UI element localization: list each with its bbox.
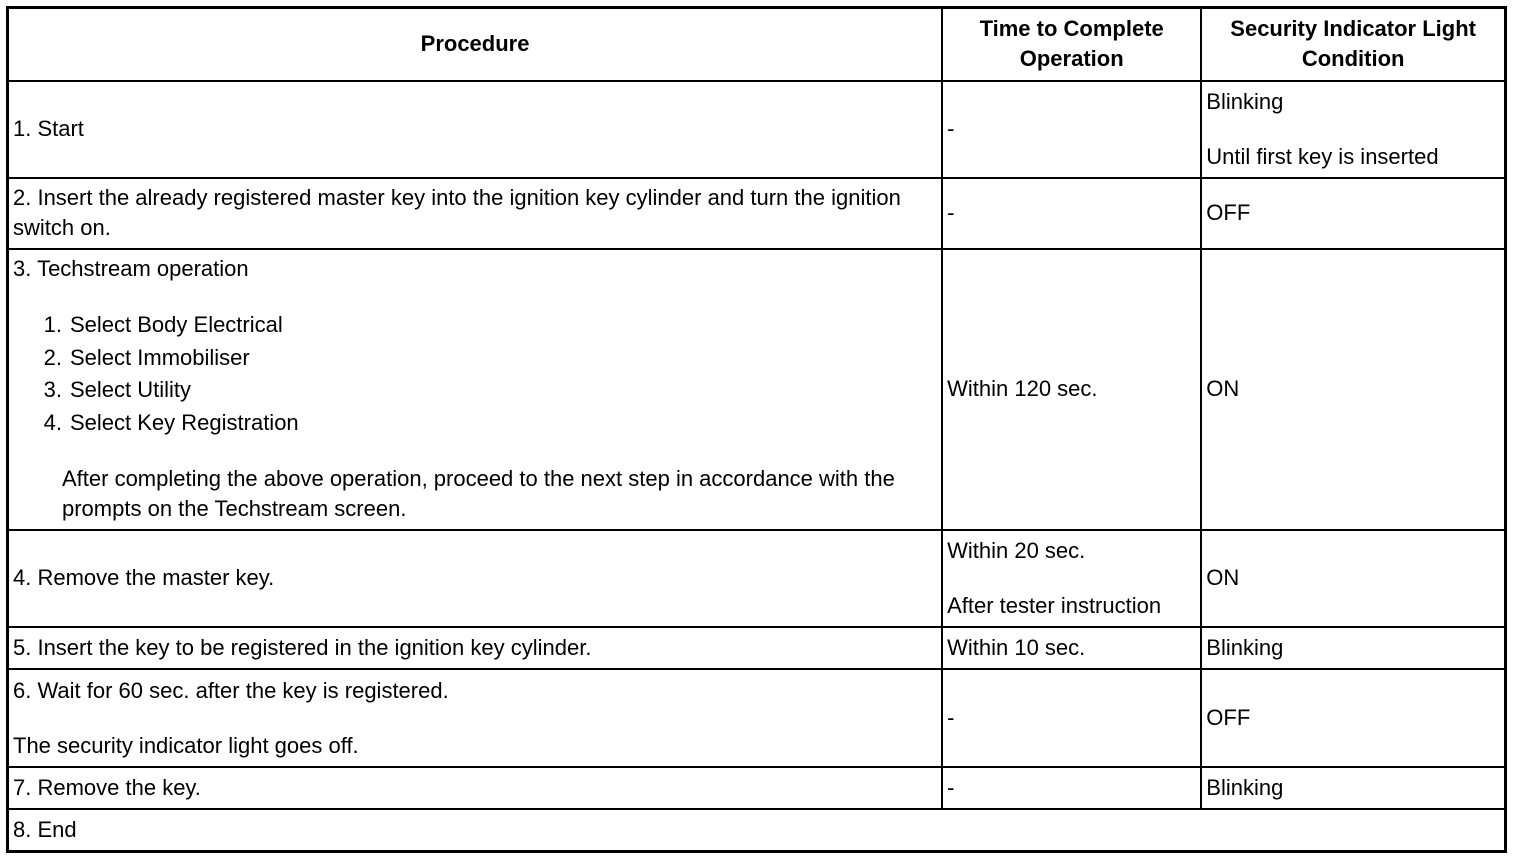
substep-text: Select Body Electrical <box>70 312 283 338</box>
table-row <box>8 627 1506 669</box>
time-cell: - <box>942 767 1201 809</box>
substep-number: 1. <box>43 312 62 338</box>
security-cell: Blinking <box>1201 627 1505 669</box>
table-header-row <box>8 8 1506 81</box>
security-state: Blinking <box>1206 88 1284 114</box>
substep-number: 3. <box>43 377 62 403</box>
time-cell: Within 120 sec. <box>942 249 1201 530</box>
time-note: After tester instruction <box>947 592 1162 618</box>
table-row <box>8 809 1506 851</box>
table-row <box>8 249 1506 530</box>
security-note: Until first key is inserted <box>1206 143 1439 169</box>
time-cell <box>942 530 1201 627</box>
procedure-cell: 7. Remove the key. <box>8 767 943 809</box>
substep-text: Select Utility <box>70 377 192 403</box>
procedure-step-title: 6. Wait for 60 sec. after the key is registered. <box>13 677 449 703</box>
table-row <box>8 81 1506 178</box>
substep-item <box>13 342 937 375</box>
procedure-cell: 2. Insert the already registered master key into the ignition key cylinder and turn the ignition switch on. <box>8 178 943 249</box>
procedure-cell <box>8 669 943 767</box>
procedure-step-title: 3. Techstream operation <box>13 256 249 282</box>
table-row <box>8 767 1506 809</box>
table-row <box>8 178 1506 249</box>
security-cell: Blinking <box>1201 767 1505 809</box>
header-procedure: Procedure <box>8 8 943 81</box>
key-registration-procedure-table <box>6 6 1507 853</box>
substep-item <box>13 407 937 440</box>
security-cell: OFF <box>1201 178 1505 249</box>
substep-number: 4. <box>43 409 62 435</box>
substep-list <box>13 309 937 439</box>
substep-item <box>13 309 937 342</box>
security-cell: ON <box>1201 530 1505 627</box>
procedure-cell: 8. End <box>8 809 1506 851</box>
procedure-note: After completing the above operation, proceed to the next step in accordance with the prompts on the Techstream screen. <box>62 466 895 522</box>
procedure-note: The security indicator light goes off. <box>13 732 359 758</box>
procedure-cell: 4. Remove the master key. <box>8 530 943 627</box>
time-cell: - <box>942 178 1201 249</box>
procedure-cell <box>8 249 943 530</box>
substep-text: Select Key Registration <box>70 409 299 435</box>
time-cell: - <box>942 81 1201 178</box>
table-row <box>8 530 1506 627</box>
header-time-to-complete: Time to Complete Operation <box>942 8 1201 81</box>
table-row <box>8 669 1506 767</box>
procedure-cell: 1. Start <box>8 81 943 178</box>
substep-text: Select Immobiliser <box>70 344 250 370</box>
time-value: Within 20 sec. <box>947 537 1086 563</box>
substep-number: 2. <box>43 344 62 370</box>
security-cell: OFF <box>1201 669 1505 767</box>
time-cell: Within 10 sec. <box>942 627 1201 669</box>
security-cell <box>1201 81 1505 178</box>
procedure-cell: 5. Insert the key to be registered in the ignition key cylinder. <box>8 627 943 669</box>
time-cell: - <box>942 669 1201 767</box>
security-cell: ON <box>1201 249 1505 530</box>
header-security-indicator: Security Indicator Light Condition <box>1201 8 1505 81</box>
substep-item <box>13 374 937 407</box>
